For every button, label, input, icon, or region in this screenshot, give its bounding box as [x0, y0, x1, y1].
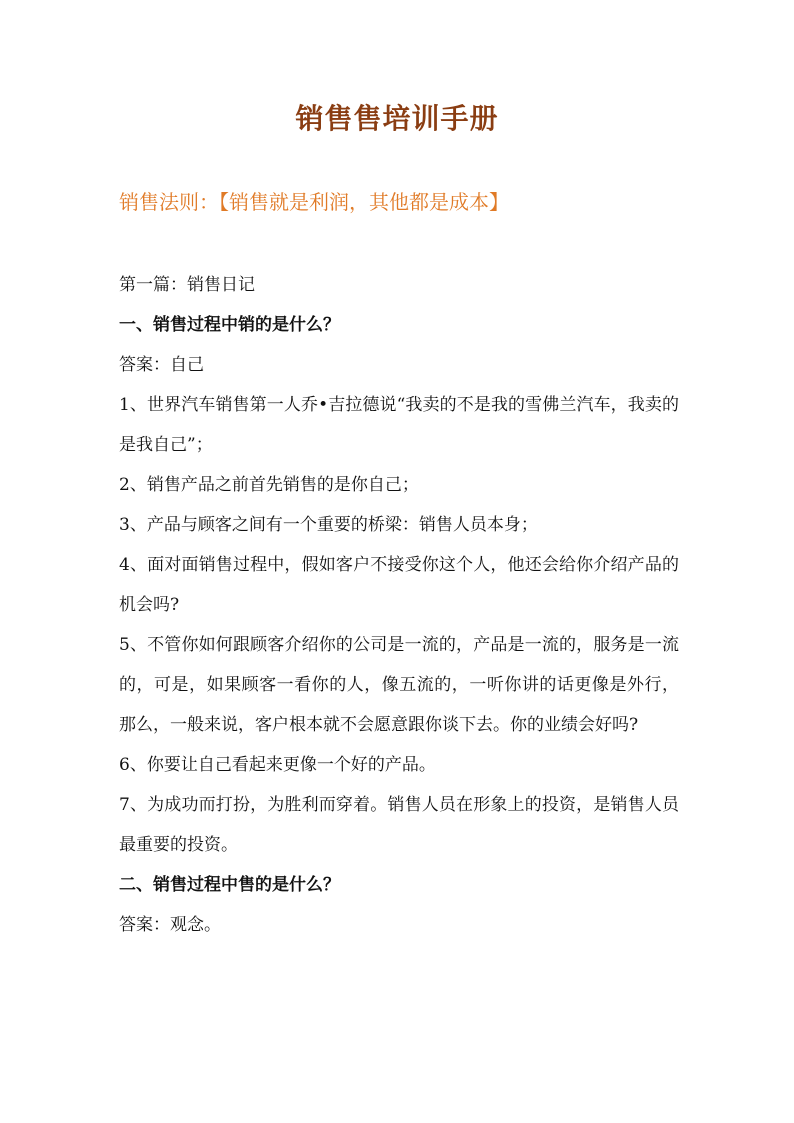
document-title: 销售售培训手册	[295, 102, 499, 135]
point-6: 6、你要让自己看起来更像一个好的产品。	[119, 755, 436, 775]
answer-1: 答案：自己	[119, 355, 204, 375]
point-7: 7、为成功而打扮，为胜利而穿着。销售人员在形象上的投资，是销售人员最重要的投资。	[119, 795, 679, 855]
point-4: 4、面对面销售过程中，假如客户不接受你这个人，他还会给你介绍产品的机会吗?	[119, 555, 679, 615]
document-body	[119, 265, 679, 945]
sales-rule: 销售法则：【销售就是利润，其他都是成本】	[119, 190, 509, 214]
answer-2: 答案：观念。	[119, 915, 221, 935]
point-5: 5、不管你如何跟顾客介绍你的公司是一流的，产品是一流的，服务是一流的，可是，如果顾客一看你的人，像五流的，一听你讲的话更像是外行，那么，一般来说，客户根本就不会愿意跟你谈下去。你的业绩会好吗?	[119, 635, 679, 735]
point-1: 1、世界汽车销售第一人乔•吉拉德说“我卖的不是我的雪佛兰汽车，我卖的是我自己”；	[119, 395, 679, 455]
question-2: 二、销售过程中售的是什么？	[119, 875, 340, 895]
question-1: 一、销售过程中销的是什么？	[119, 315, 340, 335]
point-2: 2、销售产品之前首先销售的是你自己；	[119, 475, 419, 495]
chapter-heading: 第一篇：销售日记	[119, 275, 255, 295]
point-3: 3、产品与顾客之间有一个重要的桥梁：销售人员本身；	[119, 515, 538, 535]
